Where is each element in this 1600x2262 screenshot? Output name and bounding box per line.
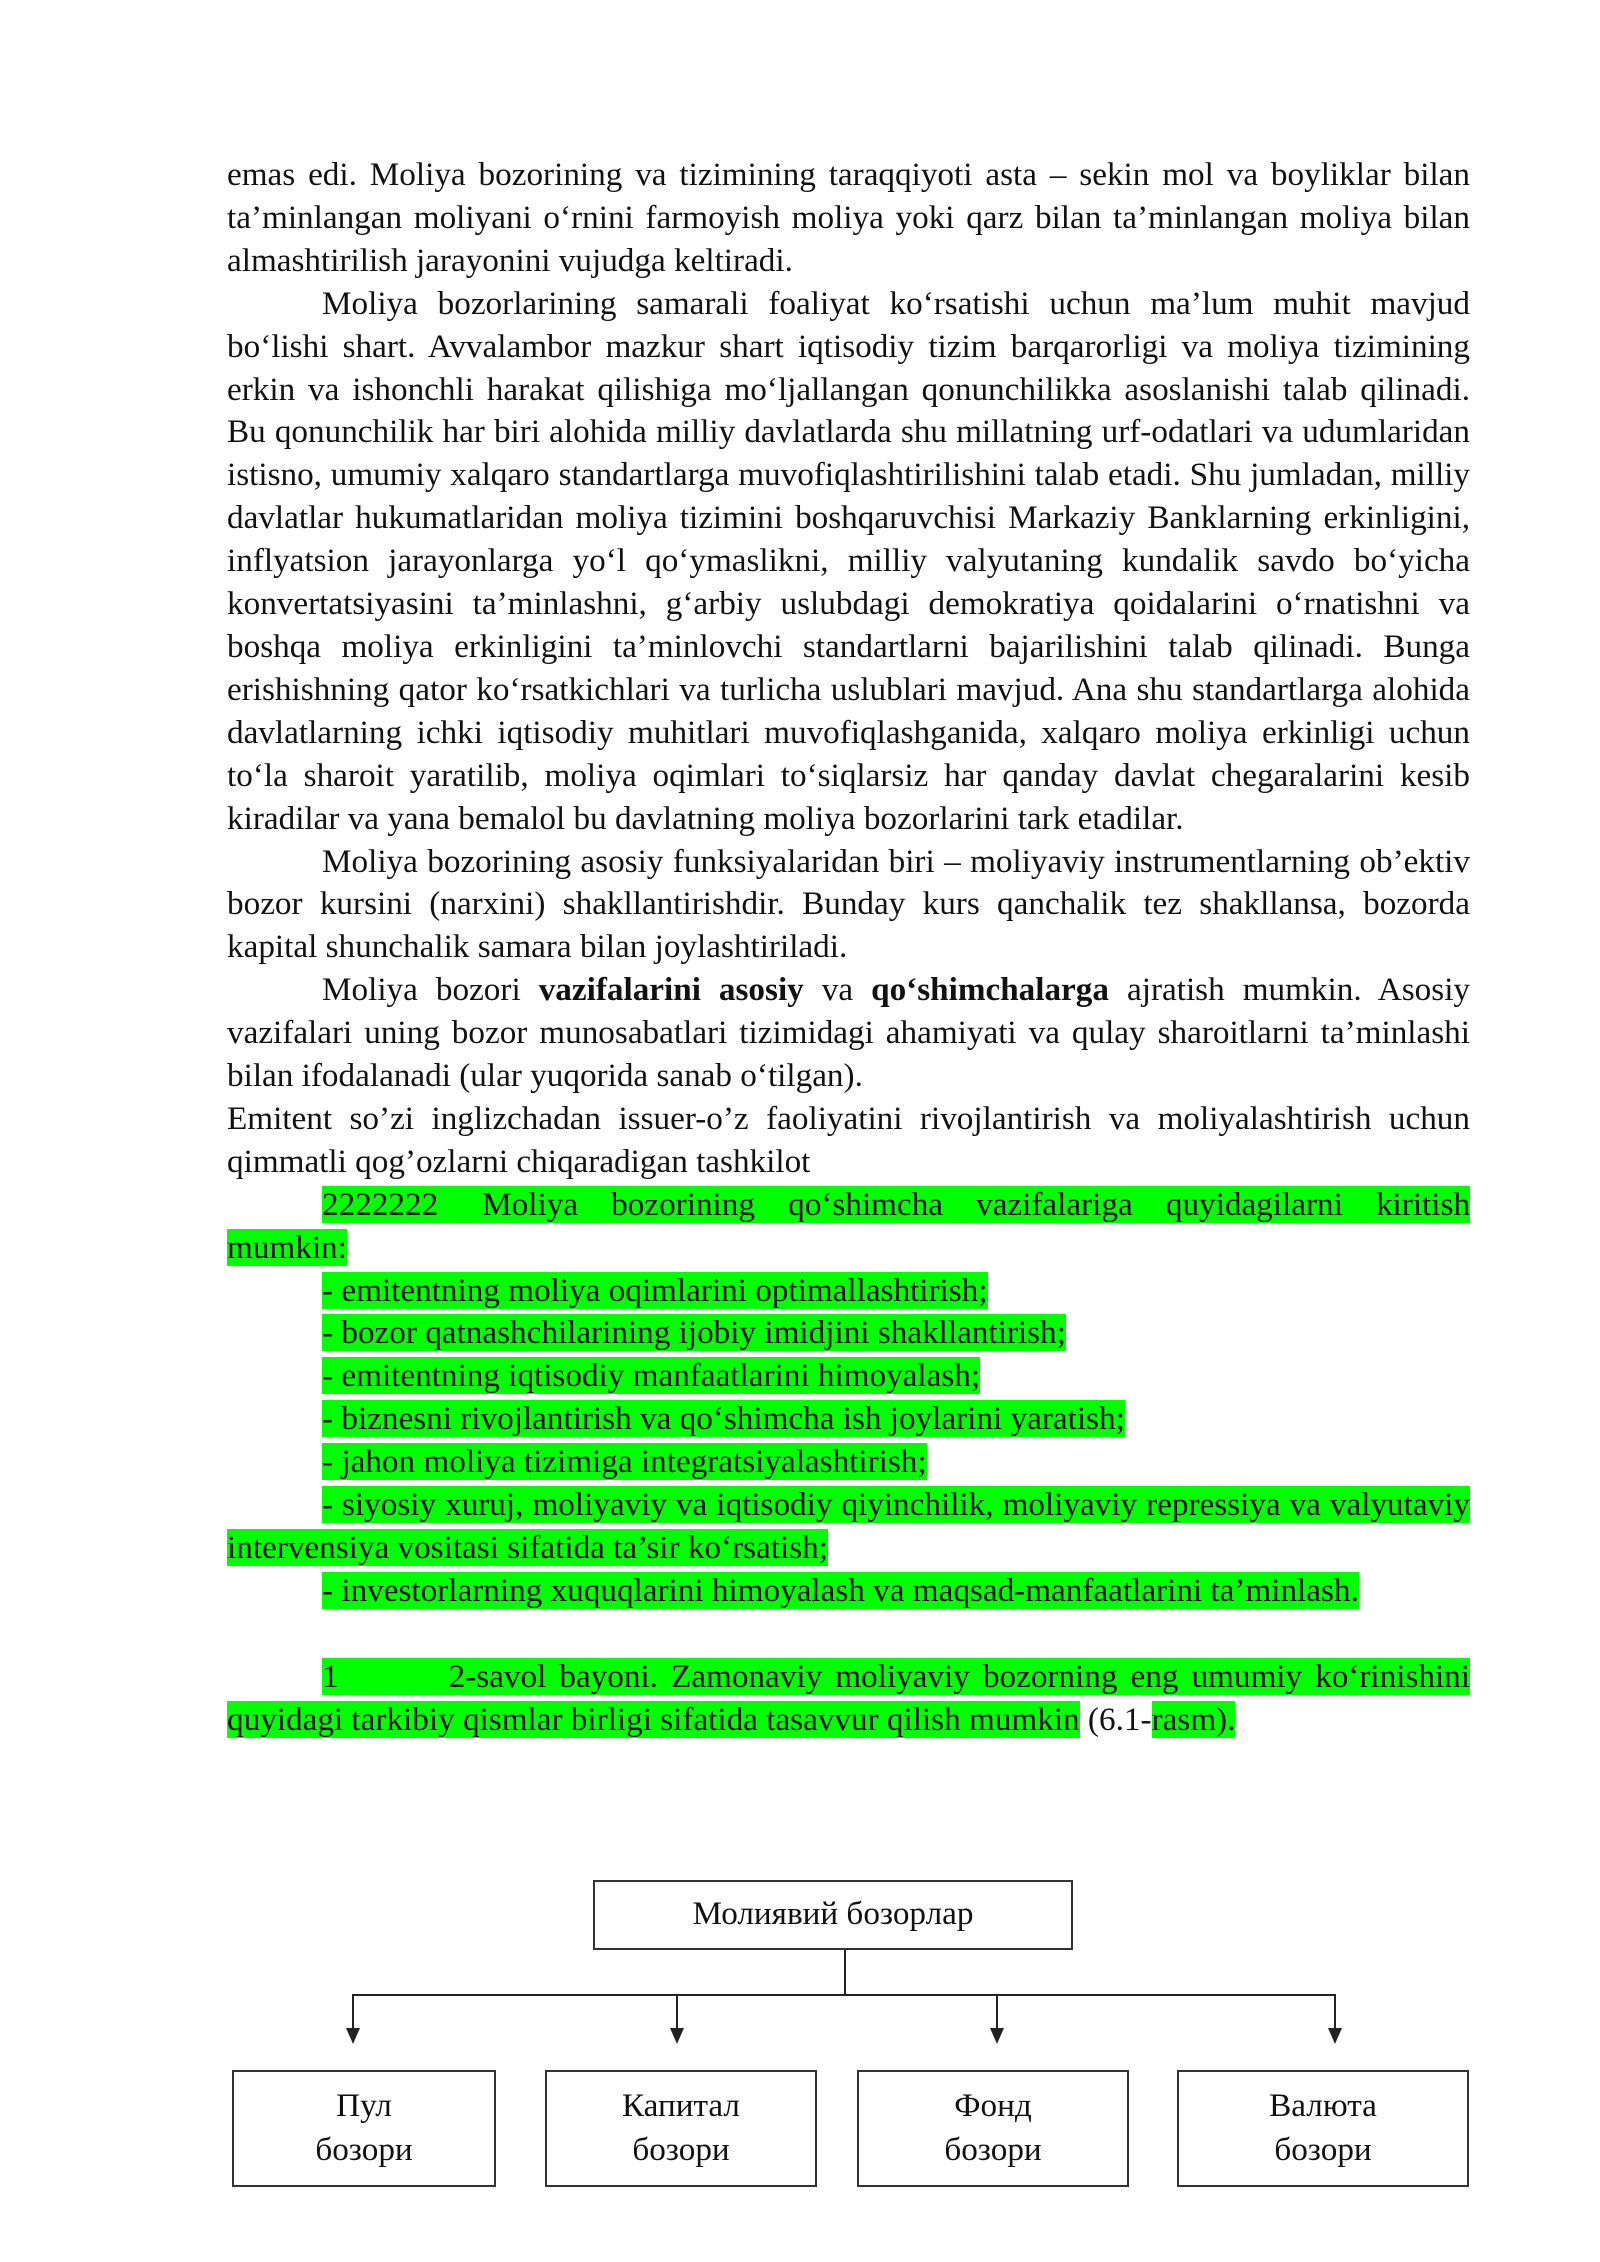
list-item: - emitentning moliya oqimlarini optimallashtirish; — [322, 1271, 988, 1309]
connector-branch-3 — [996, 1994, 998, 2030]
child-label-line1: Пул — [336, 2087, 392, 2124]
connector-branch-1 — [352, 1994, 354, 2030]
p7-text: 2-savol bayoni. Zamonaviy moliyaviy bozorning eng umumiy koʻrinishini quyidagi tarkibiy qismlar birligi sifatida tasavvur qilish mumkin — [227, 1657, 1470, 1738]
p4-bold-1: vazifalarini asosiy — [538, 971, 804, 1009]
p4-end: ajratish mumkin. Asosiy vazifalari uning bozor munosabatlari tizimidagi ahamiyati va qulay sharoitlarni ta’minlashi bilan ifodalanadi (ular yuqorida sanab oʻtilgan). — [227, 971, 1471, 1095]
p7-figure-ref: (6.1- — [1079, 1700, 1152, 1738]
child-label-line2: бозори — [944, 2131, 1042, 2168]
diagram-root-box — [593, 1880, 1073, 1950]
diagram-child-box-stock — [857, 2070, 1129, 2187]
child-label-line1: Капитал — [621, 2087, 740, 2124]
paragraph-2: Moliya bozorlarining samarali foaliyat koʻrsatishi uchun ma’lum muhit mavjud boʻlishi shart. Avvalambor mazkur shart iqtisodiy tizim barqarorligi va moliya tizimining erkin va ishonchli harakat qilishiga moʻljallangan qonunchilikka asoslanishi talab qilinadi. Bu qonunchilik har biri alohida milliy davlatlarda shu millatning urf-odatlari va udumlaridan istisno, umumiy xalqaro standartlarga muvofiqlashtirilishini talab etadi. Shu jumladan, milliy davlatlar hukumatlaridan moliya tizimini boshqaruvchisi Markaziy Banklarning erkinligini, inflyatsion jarayonlarga yoʻl qoʻymaslikni, milliy valyutaning kundalik savdo boʻyicha konvertatsiyasini ta’minlashni, gʻarbiy uslubdagi demokratiya qoidalarini oʻrnatishni va boshqa moliya erkinligini ta’minlovchi standartlarni bajarilishini talab qilinadi. Bunga erishishning qator koʻrsatkichlari va turlicha uslublari mavjud. Ana shu standartlarga alohida davlatlarning ichki iqtisodiy muhitlari muvofiqlashganida, xalqaro moliya erkinligi uchun toʻla sharoit yaratilib, moliya oqimlari toʻsiqlarsiz har qanday davlat chegaralarini kesib kiradilar va yana bemalol bu davlatning moliya bozorlarini tark etadilar. — [227, 284, 1470, 837]
diagram-child-box-currency — [1177, 2070, 1469, 2187]
list-item: - biznesni rivojlantirish va qoʻshimcha ish joylarini yaratish; — [322, 1400, 1125, 1438]
p4-bold-2: qoʻshimchalarga — [871, 971, 1109, 1009]
arrowhead-2 — [670, 2028, 684, 2044]
child-label-line2: бозори — [315, 2131, 413, 2168]
p4-start: Moliya bozori — [322, 971, 539, 1009]
p7-number: 1 — [322, 1657, 339, 1695]
p7-figure-ref-end: rasm). — [1151, 1700, 1236, 1738]
paragraph-5: Emitent so’zi inglizchadan issuer-o’z faoliyatini rivojlantirish va moliyalashtirish uchun qimmatli qog’ozlarni chiqaradigan tashkilot — [227, 1099, 1470, 1180]
connector-horizontal — [352, 1994, 1336, 1996]
paragraph-1: emas edi. Moliya bozorining va tizimining taraqqiyoti asta – sekin mol va boyliklar bilan ta’minlangan moliyani oʻrnini farmoyish moliya yoki qarz bilan ta’minlangan moliya bilan almashtirilish jarayonini vujudga keltiradi. — [227, 156, 1470, 279]
diagram-child-box-money — [232, 2070, 496, 2187]
list-item: - investorlarning xuquqlarini himoyalash va maqsad-manfaatlarini ta’minlash. — [322, 1571, 1359, 1609]
list-item: - bozor qatnashchilarining ijobiy imidjini shakllantirish; — [322, 1314, 1066, 1352]
blank-line — [227, 1613, 1470, 1656]
connector-root-stem — [844, 1950, 846, 1996]
list-item: - emitentning iqtisodiy manfaatlarini himoyalash; — [322, 1357, 981, 1395]
connector-branch-2 — [676, 1994, 678, 2030]
child-label-line2: бозори — [632, 2131, 730, 2168]
p6-text: Moliya bozorining qoʻshimcha vazifalariga quyidagilarni kiritish mumkin: — [227, 1185, 1470, 1266]
list-item: - jahon moliya tizimiga integratsiyalashtirish; — [322, 1443, 927, 1481]
document-body — [227, 154, 1470, 1742]
paragraph-4 — [227, 969, 1470, 1098]
child-label-line1: Валюта — [1269, 2087, 1377, 2124]
paragraph-3: Moliya bozorining asosiy funksiyalaridan biri – moliyaviy instrumentlarning ob’ektiv bozor kursini (narxini) shakllantirishdir. Bunday kurs qanchalik tez shakllansa, bozorda kapital shunchalik samara bilan joylashtiriladi. — [227, 842, 1470, 966]
connector-branch-4 — [1334, 1994, 1336, 2030]
list-item: - siyosiy xuruj, moliyaviy va iqtisodiy qiyinchilik, moliyaviy repressiya va valyutaviy intervensiya vositasi sifatida ta’sir koʻrsatish; — [227, 1486, 1470, 1566]
child-label-line2: бозори — [1274, 2131, 1372, 2168]
arrowhead-1 — [346, 2028, 360, 2044]
diagram-child-box-capital — [545, 2070, 817, 2187]
child-label-line1: Фонд — [954, 2087, 1032, 2124]
p6-number: 2222222 — [322, 1185, 439, 1223]
arrowhead-3 — [990, 2028, 1004, 2044]
p4-mid: va — [803, 971, 872, 1009]
diagram-root-label: Молиявий бозорлар — [692, 1895, 974, 1932]
arrowhead-4 — [1328, 2028, 1342, 2044]
paragraph-7 — [227, 1656, 1470, 1742]
paragraph-6 — [227, 1184, 1470, 1270]
